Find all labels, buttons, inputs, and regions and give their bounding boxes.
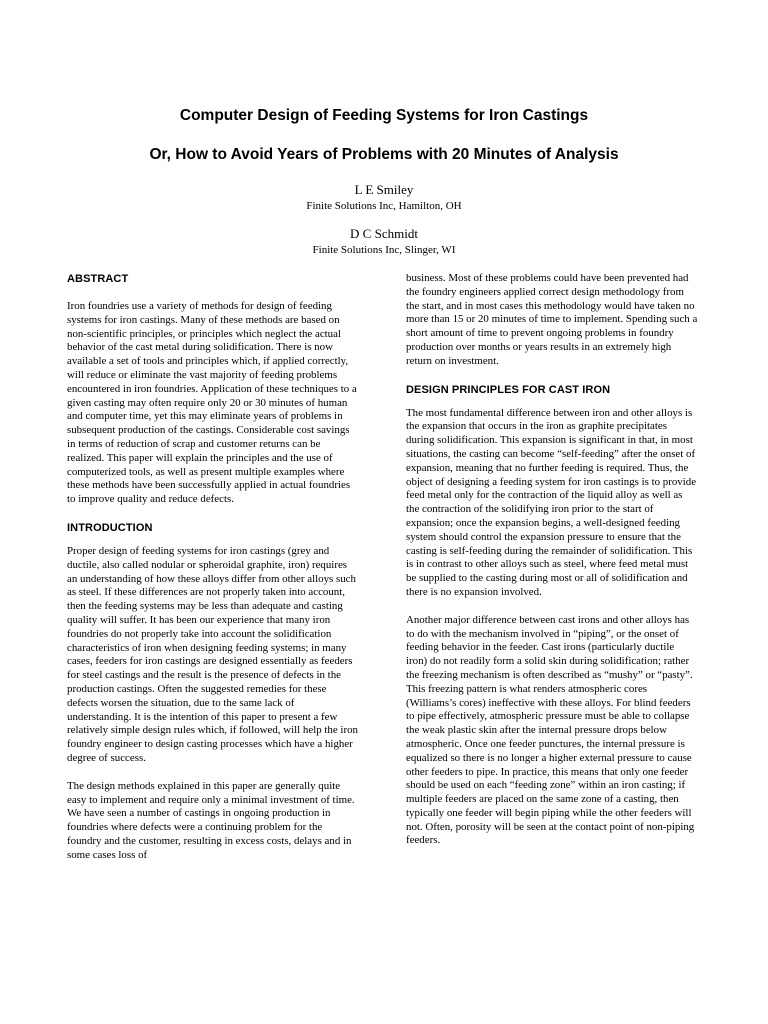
abstract-paragraph: Iron foundries use a variety of methods for design of feeding systems for iron castings. Many of these methods are based on non-scientific principles, or principles which neglect the actual behavior of the cast metal during solidification. There is now available a set of tools and principles which, if applied correctly, will reduce or eliminate the vast majority of feeding problems encountered in iron foundries. Application of these techniques to a given casting may often require only 20 or 30 minutes of human and computer time, yet this may eliminate years of problems in subsequent production of the castings. Considerable cost savings in terms of reduction of scrap and customer returns can be realized. This paper will explain the principles and the use of computerized tools, as well as present multiple examples where these methods have been successfully applied in actual foundries to improve quality and reduce defects. — [67, 300, 357, 506]
introduction-heading: INTRODUCTION — [67, 521, 153, 534]
paper-subtitle: Or, How to Avoid Years of Problems with 20 Minutes of Analysis — [149, 146, 619, 163]
author-affiliation: Finite Solutions Inc, Hamilton, OH — [306, 200, 462, 212]
design-principles-heading: DESIGN PRINCIPLES FOR CAST IRON — [406, 383, 611, 396]
author-affiliation: Finite Solutions Inc, Slinger, WI — [312, 244, 456, 256]
introduction-paragraph: The design methods explained in this paper are generally quite easy to implement and require only a minimal investment of time. We have seen a number of castings in ongoing production in foundries where defects were a continuing problem for the foundry and the customer, resulting in excess costs, delays and in some cases loss of — [67, 779, 355, 861]
continued-paragraph: business. Most of these problems could have been prevented had the foundry engineers applied correct design methodology from the start, and in most cases this methodology would have taken no more than 15 or 20 minutes of time to implement. Spending such a short amount of time to prevent ongoing problems in foundry production over months or years results in an extremely high return on investment. — [406, 272, 698, 367]
left-column — [67, 272, 359, 876]
author-name: D C Schmidt — [350, 226, 418, 241]
design-paragraph: The most fundamental difference between iron and other alloys is the expansion that occurs in the iron as graphite precipitates during solidification. This expansion is significant in that, in most situations, the casting can become “self-feeding” after the onset of expansion, meaning that no further feeding is required. Thus, the object of designing a feeding system for iron castings is to provide feed metal only for the contraction of the liquid alloy as well as the contraction of the solidifying iron prior to the start of expansion; once the expansion begins, a well-designed feeding system should control the expansion pressure to ensure that the casting is self-feeding during the remainder of solidification. This is in contrast to other alloys such as steel, where feed metal must be supplied to the casting during most or all of solidification and there is no expansion involved. — [406, 406, 697, 598]
introduction-paragraph: Proper design of feeding systems for iron castings (grey and ductile, also called nodular or spheroidal graphite, iron) requires an understanding of how these alloys differ from other alloys such as steel. If these differences are not properly taken into account, then the feeding systems may be less than adequate and casting quality will suffer. It has been our experience that many iron foundries do not properly take into account the solidification characteristics of iron when designing feeding systems; in many cases, feeders for iron castings are designed essentially as feeders for steel castings and the result is the presence of defects in the production castings. Often the suggested remedies for these defects worsen the situation, due to the same lack of understanding. It is the intention of this paper to present a few relatively simple design rules which, if followed, will help the iron foundry engineer to design casting processes which have a higher degree of success. — [67, 544, 358, 764]
author-name: L E Smiley — [354, 182, 414, 197]
paper-title: Computer Design of Feeding Systems for Iron Castings — [179, 107, 589, 124]
abstract-heading: ABSTRACT — [67, 273, 129, 285]
right-column — [406, 272, 698, 862]
design-paragraph: Another major difference between cast irons and other alloys has to do with the mechanism involved in “piping”, or the onset of feeding behavior in the feeder. Cast irons (particularly ductile iron) do not readily form a solid skin during solidification; rather the freezing mechanism is often described as “mushy” or “pasty”. This freezing pattern is what renders atmospheric cores (Williams’s cores) ineffective with these alloys. For blind feeders to pipe effectively, atmospheric pressure must be able to collapse the weak plastic skin after the internal pressure drops below atmospheric. Once one feeder punctures, the internal pressure is equalized so there is no longer a higher external pressure to cause other feeders to pipe. In practice, this means that only one feeder should be used on each “feeding zone” within an iron casting; if multiple feeders are placed on the same zone of a casting, then typically one feeder will begin piping while the other feeders will not. Often, porosity will be seen at the contact point of non-piping feeders. — [406, 613, 695, 847]
